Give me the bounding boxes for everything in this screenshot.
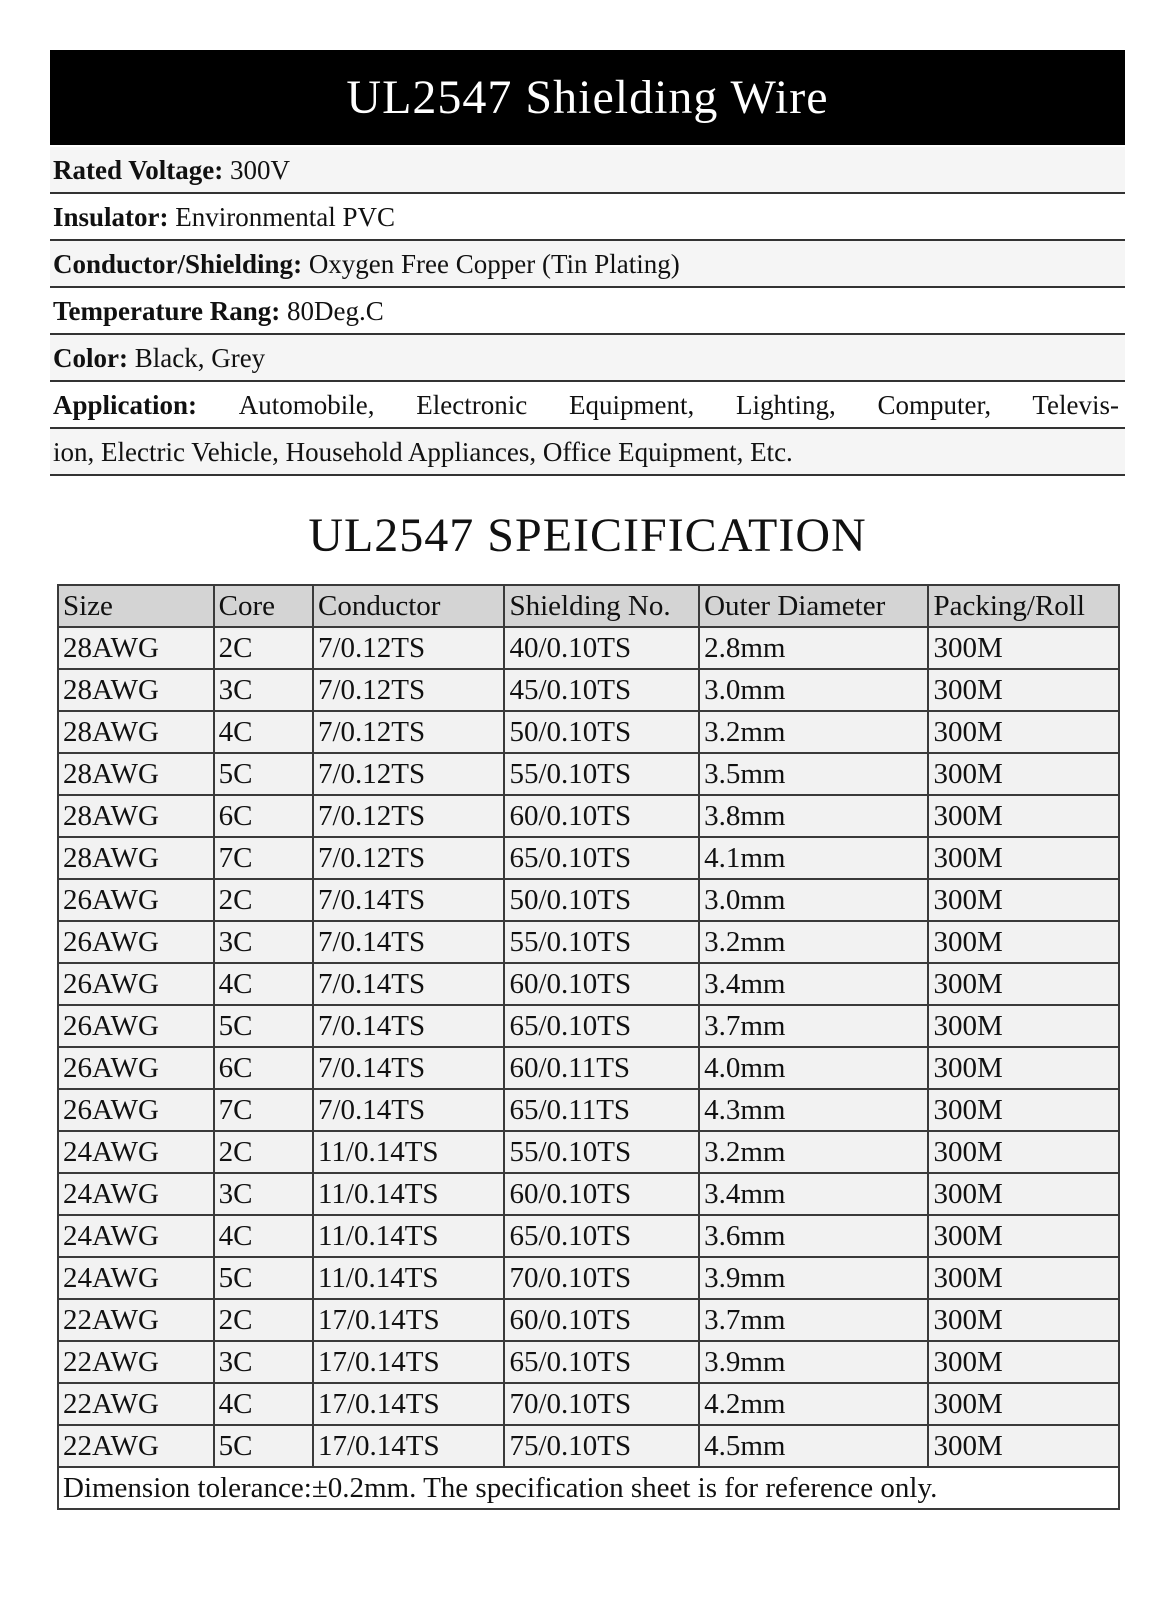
property-value: 300V (230, 155, 290, 185)
cell-size: 28AWG (58, 837, 214, 879)
cell-packing-roll: 300M (928, 1299, 1119, 1341)
table-row (58, 963, 1119, 1005)
table-row (58, 1299, 1119, 1341)
table-row (58, 1215, 1119, 1257)
column-header-size: Size (58, 585, 214, 627)
cell-shielding-no: 65/0.11TS (504, 1089, 699, 1131)
cell-conductor: 7/0.12TS (313, 669, 505, 711)
cell-shielding-no: 65/0.10TS (504, 837, 699, 879)
cell-outer-diameter: 3.7mm (699, 1299, 928, 1341)
cell-core: 4C (214, 1383, 313, 1425)
cell-outer-diameter: 2.8mm (699, 627, 928, 669)
cell-size: 28AWG (58, 711, 214, 753)
cell-core: 5C (214, 1425, 313, 1467)
cell-conductor: 11/0.14TS (313, 1173, 505, 1215)
cell-size: 24AWG (58, 1215, 214, 1257)
cell-conductor: 11/0.14TS (313, 1257, 505, 1299)
cell-size: 28AWG (58, 795, 214, 837)
cell-core: 7C (214, 837, 313, 879)
cell-core: 2C (214, 627, 313, 669)
property-value: Oxygen Free Copper (Tin Plating) (308, 249, 680, 279)
cell-outer-diameter: 3.0mm (699, 879, 928, 921)
cell-shielding-no: 60/0.10TS (504, 1173, 699, 1215)
properties-list (50, 147, 1125, 476)
cell-outer-diameter: 3.9mm (699, 1341, 928, 1383)
property-row-application-continued (50, 429, 1125, 476)
table-row (58, 1383, 1119, 1425)
cell-packing-roll: 300M (928, 1047, 1119, 1089)
cell-outer-diameter: 3.4mm (699, 1173, 928, 1215)
cell-shielding-no: 65/0.10TS (504, 1215, 699, 1257)
cell-packing-roll: 300M (928, 1425, 1119, 1467)
property-value: Automobile, Electronic Equipment, Lighting, Computer, Televis- (238, 390, 1119, 420)
cell-shielding-no: 65/0.10TS (504, 1341, 699, 1383)
cell-outer-diameter: 3.4mm (699, 963, 928, 1005)
cell-conductor: 17/0.14TS (313, 1425, 505, 1467)
specification-heading: UL2547 SPEICIFICATION (308, 509, 867, 562)
cell-packing-roll: 300M (928, 963, 1119, 1005)
cell-core: 3C (214, 669, 313, 711)
property-row-application: Application: Automobile, Electronic Equipment, Lighting, Computer, Televis- (50, 382, 1125, 429)
cell-conductor: 7/0.14TS (313, 879, 505, 921)
cell-shielding-no: 45/0.10TS (504, 669, 699, 711)
table-row (58, 627, 1119, 669)
cell-size: 22AWG (58, 1341, 214, 1383)
cell-packing-roll: 300M (928, 1131, 1119, 1173)
cell-shielding-no: 75/0.10TS (504, 1425, 699, 1467)
cell-conductor: 7/0.14TS (313, 921, 505, 963)
cell-conductor: 11/0.14TS (313, 1131, 505, 1173)
cell-outer-diameter: 4.3mm (699, 1089, 928, 1131)
cell-size: 26AWG (58, 1005, 214, 1047)
cell-size: 26AWG (58, 921, 214, 963)
cell-conductor: 11/0.14TS (313, 1215, 505, 1257)
property-value: 80Deg.C (287, 296, 384, 326)
cell-shielding-no: 50/0.10TS (504, 879, 699, 921)
cell-core: 2C (214, 879, 313, 921)
cell-size: 28AWG (58, 669, 214, 711)
cell-outer-diameter: 3.5mm (699, 753, 928, 795)
cell-core: 3C (214, 921, 313, 963)
tolerance-note: Dimension tolerance:±0.2mm. The specification sheet is for reference only. (58, 1467, 1119, 1509)
table-row (58, 879, 1119, 921)
cell-size: 28AWG (58, 627, 214, 669)
property-label: Temperature Rang (53, 296, 272, 326)
cell-size: 22AWG (58, 1425, 214, 1467)
cell-packing-roll: 300M (928, 627, 1119, 669)
cell-size: 26AWG (58, 1089, 214, 1131)
property-label: Rated Voltage (53, 155, 215, 185)
column-header-core: Core (214, 585, 313, 627)
cell-conductor: 7/0.12TS (313, 795, 505, 837)
cell-conductor: 17/0.14TS (313, 1299, 505, 1341)
cell-core: 6C (214, 795, 313, 837)
cell-packing-roll: 300M (928, 1383, 1119, 1425)
cell-shielding-no: 40/0.10TS (504, 627, 699, 669)
page-title: UL2547 Shielding Wire (346, 70, 829, 124)
cell-conductor: 17/0.14TS (313, 1341, 505, 1383)
cell-shielding-no: 60/0.10TS (504, 795, 699, 837)
cell-packing-roll: 300M (928, 1215, 1119, 1257)
column-header-shielding-no: Shielding No. (504, 585, 699, 627)
cell-shielding-no: 60/0.11TS (504, 1047, 699, 1089)
cell-conductor: 7/0.14TS (313, 1005, 505, 1047)
table-body (58, 627, 1119, 1467)
table-row (58, 753, 1119, 795)
cell-packing-roll: 300M (928, 795, 1119, 837)
cell-core: 4C (214, 1215, 313, 1257)
title-banner (50, 50, 1125, 145)
table-row (58, 1089, 1119, 1131)
property-value-continuation: ion, Electric Vehicle, Household Appliances, Office Equipment, Etc. (53, 437, 793, 467)
table-note-row (58, 1467, 1119, 1509)
cell-outer-diameter: 4.2mm (699, 1383, 928, 1425)
cell-packing-roll: 300M (928, 1257, 1119, 1299)
cell-packing-roll: 300M (928, 669, 1119, 711)
property-label: Conductor/Shielding (53, 249, 294, 279)
column-header-packing-roll: Packing/Roll (928, 585, 1119, 627)
table-row (58, 669, 1119, 711)
cell-outer-diameter: 3.7mm (699, 1005, 928, 1047)
table-row (58, 1257, 1119, 1299)
cell-size: 26AWG (58, 1047, 214, 1089)
cell-shielding-no: 70/0.10TS (504, 1257, 699, 1299)
cell-size: 28AWG (58, 753, 214, 795)
cell-outer-diameter: 3.2mm (699, 1131, 928, 1173)
cell-core: 5C (214, 1005, 313, 1047)
cell-core: 2C (214, 1299, 313, 1341)
table-row (58, 921, 1119, 963)
cell-packing-roll: 300M (928, 1173, 1119, 1215)
cell-outer-diameter: 3.9mm (699, 1257, 928, 1299)
cell-outer-diameter: 3.2mm (699, 711, 928, 753)
cell-outer-diameter: 4.0mm (699, 1047, 928, 1089)
column-header-outer-diameter: Outer Diameter (699, 585, 928, 627)
cell-size: 22AWG (58, 1299, 214, 1341)
cell-core: 3C (214, 1173, 313, 1215)
cell-core: 3C (214, 1341, 313, 1383)
cell-shielding-no: 55/0.10TS (504, 1131, 699, 1173)
cell-packing-roll: 300M (928, 711, 1119, 753)
cell-shielding-no: 55/0.10TS (504, 921, 699, 963)
cell-shielding-no: 70/0.10TS (504, 1383, 699, 1425)
property-row-insulator: Insulator: Environmental PVC (50, 194, 1125, 241)
cell-core: 5C (214, 753, 313, 795)
cell-packing-roll: 300M (928, 1341, 1119, 1383)
property-row-color: Color: Black, Grey (50, 335, 1125, 382)
cell-conductor: 17/0.14TS (313, 1383, 505, 1425)
property-row-temperature: Temperature Rang: 80Deg.C (50, 288, 1125, 335)
cell-core: 4C (214, 711, 313, 753)
property-value: Black, Grey (134, 343, 266, 373)
table-row (58, 711, 1119, 753)
cell-core: 6C (214, 1047, 313, 1089)
property-row-conductor-shielding: Conductor/Shielding: Oxygen Free Copper (Tin Plating) (50, 241, 1125, 288)
cell-packing-roll: 300M (928, 921, 1119, 963)
cell-outer-diameter: 4.5mm (699, 1425, 928, 1467)
table-row (58, 1173, 1119, 1215)
table-row (58, 1425, 1119, 1467)
cell-packing-roll: 300M (928, 753, 1119, 795)
cell-size: 24AWG (58, 1257, 214, 1299)
table-row (58, 1047, 1119, 1089)
property-label: Insulator (53, 202, 160, 232)
cell-size: 26AWG (58, 879, 214, 921)
cell-conductor: 7/0.12TS (313, 753, 505, 795)
cell-size: 24AWG (58, 1131, 214, 1173)
cell-core: 2C (214, 1131, 313, 1173)
cell-conductor: 7/0.14TS (313, 1089, 505, 1131)
table-row (58, 1341, 1119, 1383)
table-row (58, 1005, 1119, 1047)
cell-conductor: 7/0.12TS (313, 837, 505, 879)
cell-outer-diameter: 3.0mm (699, 669, 928, 711)
cell-packing-roll: 300M (928, 837, 1119, 879)
cell-packing-roll: 300M (928, 1089, 1119, 1131)
cell-packing-roll: 300M (928, 879, 1119, 921)
cell-size: 26AWG (58, 963, 214, 1005)
property-value: Environmental PVC (175, 202, 396, 232)
cell-core: 7C (214, 1089, 313, 1131)
cell-conductor: 7/0.12TS (313, 627, 505, 669)
table-row (58, 1131, 1119, 1173)
cell-shielding-no: 60/0.10TS (504, 963, 699, 1005)
cell-conductor: 7/0.14TS (313, 963, 505, 1005)
cell-shielding-no: 55/0.10TS (504, 753, 699, 795)
cell-conductor: 7/0.14TS (313, 1047, 505, 1089)
cell-size: 24AWG (58, 1173, 214, 1215)
cell-shielding-no: 65/0.10TS (504, 1005, 699, 1047)
column-header-conductor: Conductor (313, 585, 505, 627)
cell-outer-diameter: 3.2mm (699, 921, 928, 963)
table-row (58, 837, 1119, 879)
cell-outer-diameter: 3.6mm (699, 1215, 928, 1257)
cell-packing-roll: 300M (928, 1005, 1119, 1047)
cell-conductor: 7/0.12TS (313, 711, 505, 753)
property-label: Color (53, 343, 119, 373)
cell-size: 22AWG (58, 1383, 214, 1425)
cell-core: 5C (214, 1257, 313, 1299)
property-row-rated-voltage: Rated Voltage: 300V (50, 147, 1125, 194)
table-row (58, 795, 1119, 837)
table-header-row (58, 585, 1119, 627)
cell-outer-diameter: 4.1mm (699, 837, 928, 879)
property-label: Application (53, 390, 189, 420)
specification-table (57, 584, 1120, 1510)
cell-shielding-no: 60/0.10TS (504, 1299, 699, 1341)
cell-core: 4C (214, 963, 313, 1005)
cell-outer-diameter: 3.8mm (699, 795, 928, 837)
cell-shielding-no: 50/0.10TS (504, 711, 699, 753)
